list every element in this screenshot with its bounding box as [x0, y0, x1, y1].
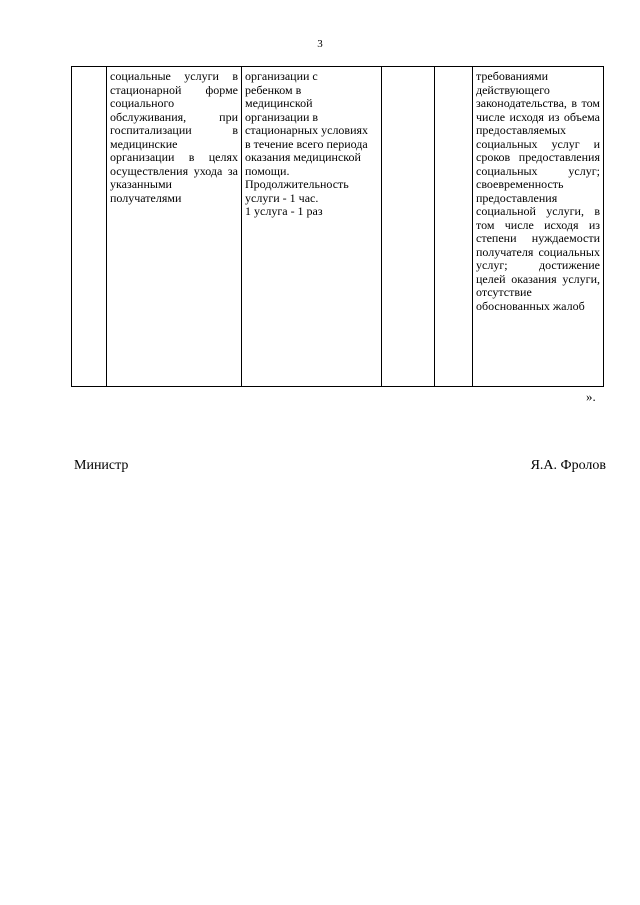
table-row [72, 67, 604, 387]
table-cell-service-name [107, 67, 242, 387]
description-line: оказания медицинской [245, 150, 361, 164]
table-cell-quality-criteria [473, 67, 604, 387]
description-line: ребенком в [245, 82, 302, 97]
signature-title: Министр [74, 458, 129, 473]
closing-quote: ». [586, 389, 596, 404]
signature-name: Я.А. Фролов [530, 458, 606, 473]
table-cell-service-description [242, 67, 382, 387]
table-cell-col5 [435, 67, 473, 387]
service-name-text: социальные услуги в стационарной форме социального обслуживания, при госпитализации в медицинские организации в целях осуществления ухода за указанными получателями [110, 69, 238, 205]
description-line: в течение всего периода [245, 136, 368, 151]
description-line: Продолжительность [245, 177, 349, 191]
table-cell-number [72, 67, 107, 387]
description-line: медицинской [245, 96, 313, 110]
description-line: организации в [245, 109, 319, 124]
description-line: услуги - 1 час. [245, 190, 319, 205]
services-table [71, 66, 604, 387]
description-line: помощи. [245, 163, 290, 178]
table-cell-col4 [382, 67, 435, 387]
description-line: стационарных условиях [245, 123, 369, 137]
description-line: организации с [245, 69, 318, 83]
quality-criteria-text: требованиями действующего законодательства, в том числе исходя из объема предоставляемых социальных услуг и сроков предоставления социальных услуг; своевременность предоставления социальной услуги, в том числе исходя из степени нуждаемости получателя социальных услуг; достижение целей оказания услуги, отсутствие обоснованных жалоб [476, 69, 600, 313]
page-number: 3 [317, 38, 323, 50]
description-line: 1 услуга - 1 раз [245, 204, 323, 218]
